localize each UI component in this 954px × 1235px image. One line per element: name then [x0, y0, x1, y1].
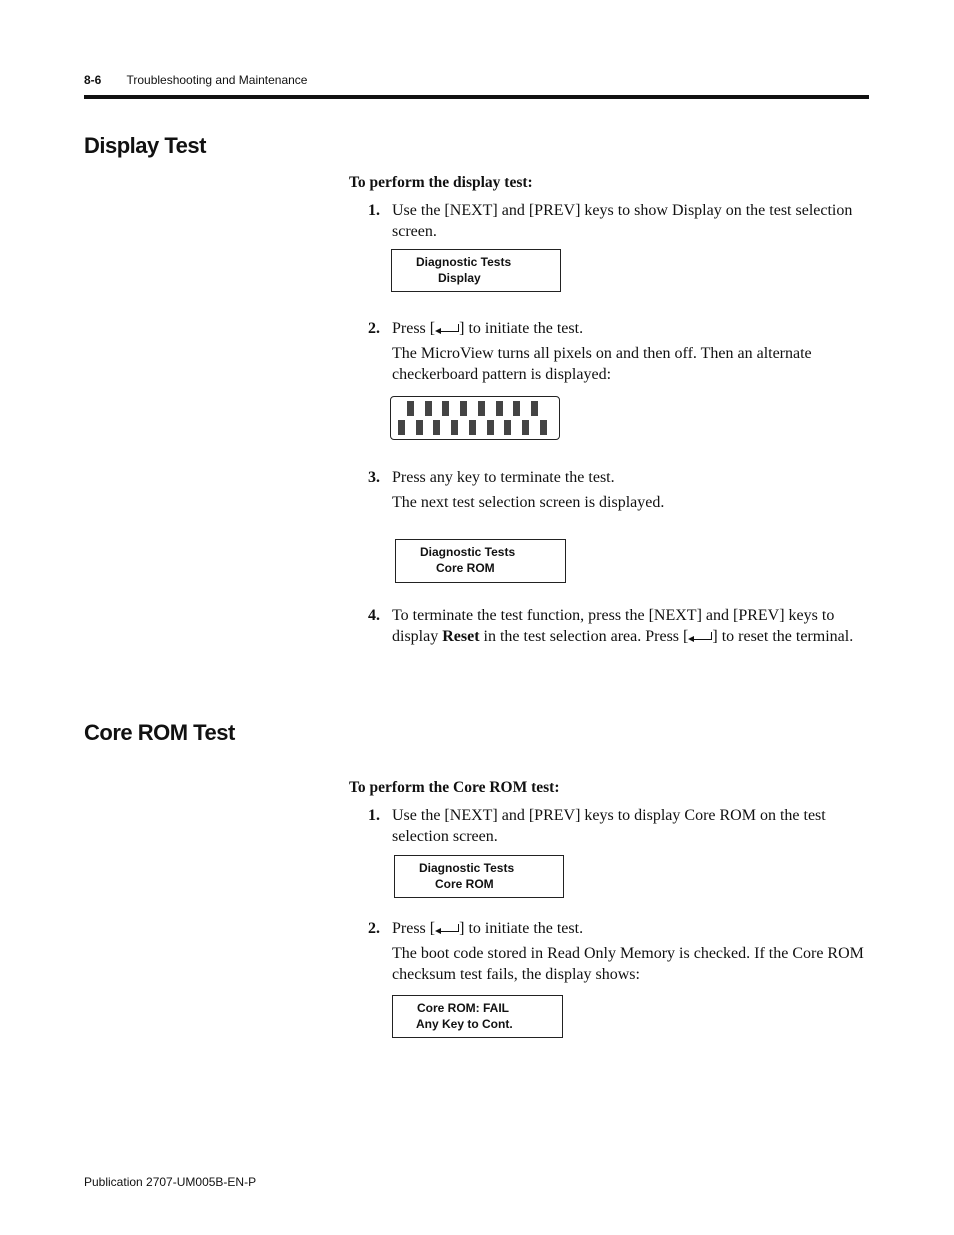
header-rule	[84, 95, 869, 99]
checker-block	[531, 401, 538, 416]
step-text: Press any key to terminate the test.	[392, 469, 615, 486]
enter-key-icon	[688, 632, 712, 642]
reset-keyword: Reset	[442, 627, 480, 645]
lcd-line-2: Any Key to Cont.	[416, 1017, 513, 1031]
lcd-line-1: Diagnostic Tests	[416, 255, 512, 269]
checker-block	[398, 420, 405, 435]
chapter-title: Troubleshooting and Maintenance	[126, 73, 308, 87]
lcd-line-2: Core ROM	[436, 561, 495, 575]
lcd-screen-core-rom-select	[394, 855, 564, 898]
lcd-line-2: Core ROM	[435, 877, 494, 891]
enter-key-icon	[435, 924, 459, 934]
lcd-line-1: Core ROM: FAIL	[417, 1001, 509, 1015]
step-number: 1.	[368, 807, 380, 824]
publication-footer: Publication 2707-UM005B-EN-P	[84, 1175, 257, 1189]
checker-block	[442, 401, 449, 416]
step-text: Press [ ] to initiate the test.	[392, 920, 584, 937]
checkerboard-pattern-screen	[390, 396, 560, 440]
procedure-title-display: To perform the display test:	[349, 174, 533, 191]
checker-block	[460, 401, 467, 416]
checker-block	[416, 420, 423, 435]
checker-block	[513, 401, 520, 416]
lcd-line-2: Display	[438, 271, 481, 285]
checker-block	[478, 401, 485, 416]
lcd-line-1: Diagnostic Tests	[419, 861, 515, 875]
lcd-screen-core-rom	[395, 539, 566, 583]
enter-key-icon	[435, 324, 459, 334]
checker-block	[504, 420, 511, 435]
page-number: 8-6	[84, 73, 102, 87]
step-number: 2.	[368, 320, 380, 337]
page-header	[84, 73, 307, 87]
lcd-screen-core-rom-fail	[392, 995, 563, 1038]
display-step-2-note: The MicroView turns all pixels on and then off. Then an alternate checkerboard pattern is displayed:	[392, 345, 812, 383]
section-heading-core-rom-test: Core ROM Test	[84, 720, 235, 745]
checker-block	[433, 420, 440, 435]
checker-block	[407, 401, 414, 416]
procedure-title-core-rom: To perform the Core ROM test:	[349, 779, 560, 796]
step-number: 2.	[368, 920, 380, 937]
checker-block	[425, 401, 432, 416]
checker-block	[451, 420, 458, 435]
lcd-screen-display	[391, 249, 561, 292]
step-number: 3.	[368, 469, 380, 486]
lcd-line-1: Diagnostic Tests	[420, 545, 516, 559]
step-text: Use the [NEXT] and [PREV] keys to display Core ROM on the test selection screen.	[392, 807, 826, 845]
step-text: Press [ ] to initiate the test.	[392, 320, 584, 337]
checker-block	[496, 401, 503, 416]
checker-block	[469, 420, 476, 435]
step-text: Use the [NEXT] and [PREV] keys to show Display on the test selection screen.	[392, 202, 853, 240]
step-text: To terminate the test function, press the [NEXT] and [PREV] keys to display Reset in the test selection area. Press [ ] to reset the terminal.	[392, 607, 854, 645]
core-rom-step-2-note: The boot code stored in Read Only Memory is checked. If the Core ROM checksum test fails, the display shows:	[392, 945, 864, 983]
checker-block	[487, 420, 494, 435]
step-number: 4.	[368, 607, 380, 624]
section-heading-display-test: Display Test	[84, 133, 206, 158]
step-number: 1.	[368, 202, 380, 219]
checker-block	[540, 420, 547, 435]
checker-block	[522, 420, 529, 435]
display-step-3-note: The next test selection screen is displayed.	[392, 494, 665, 511]
